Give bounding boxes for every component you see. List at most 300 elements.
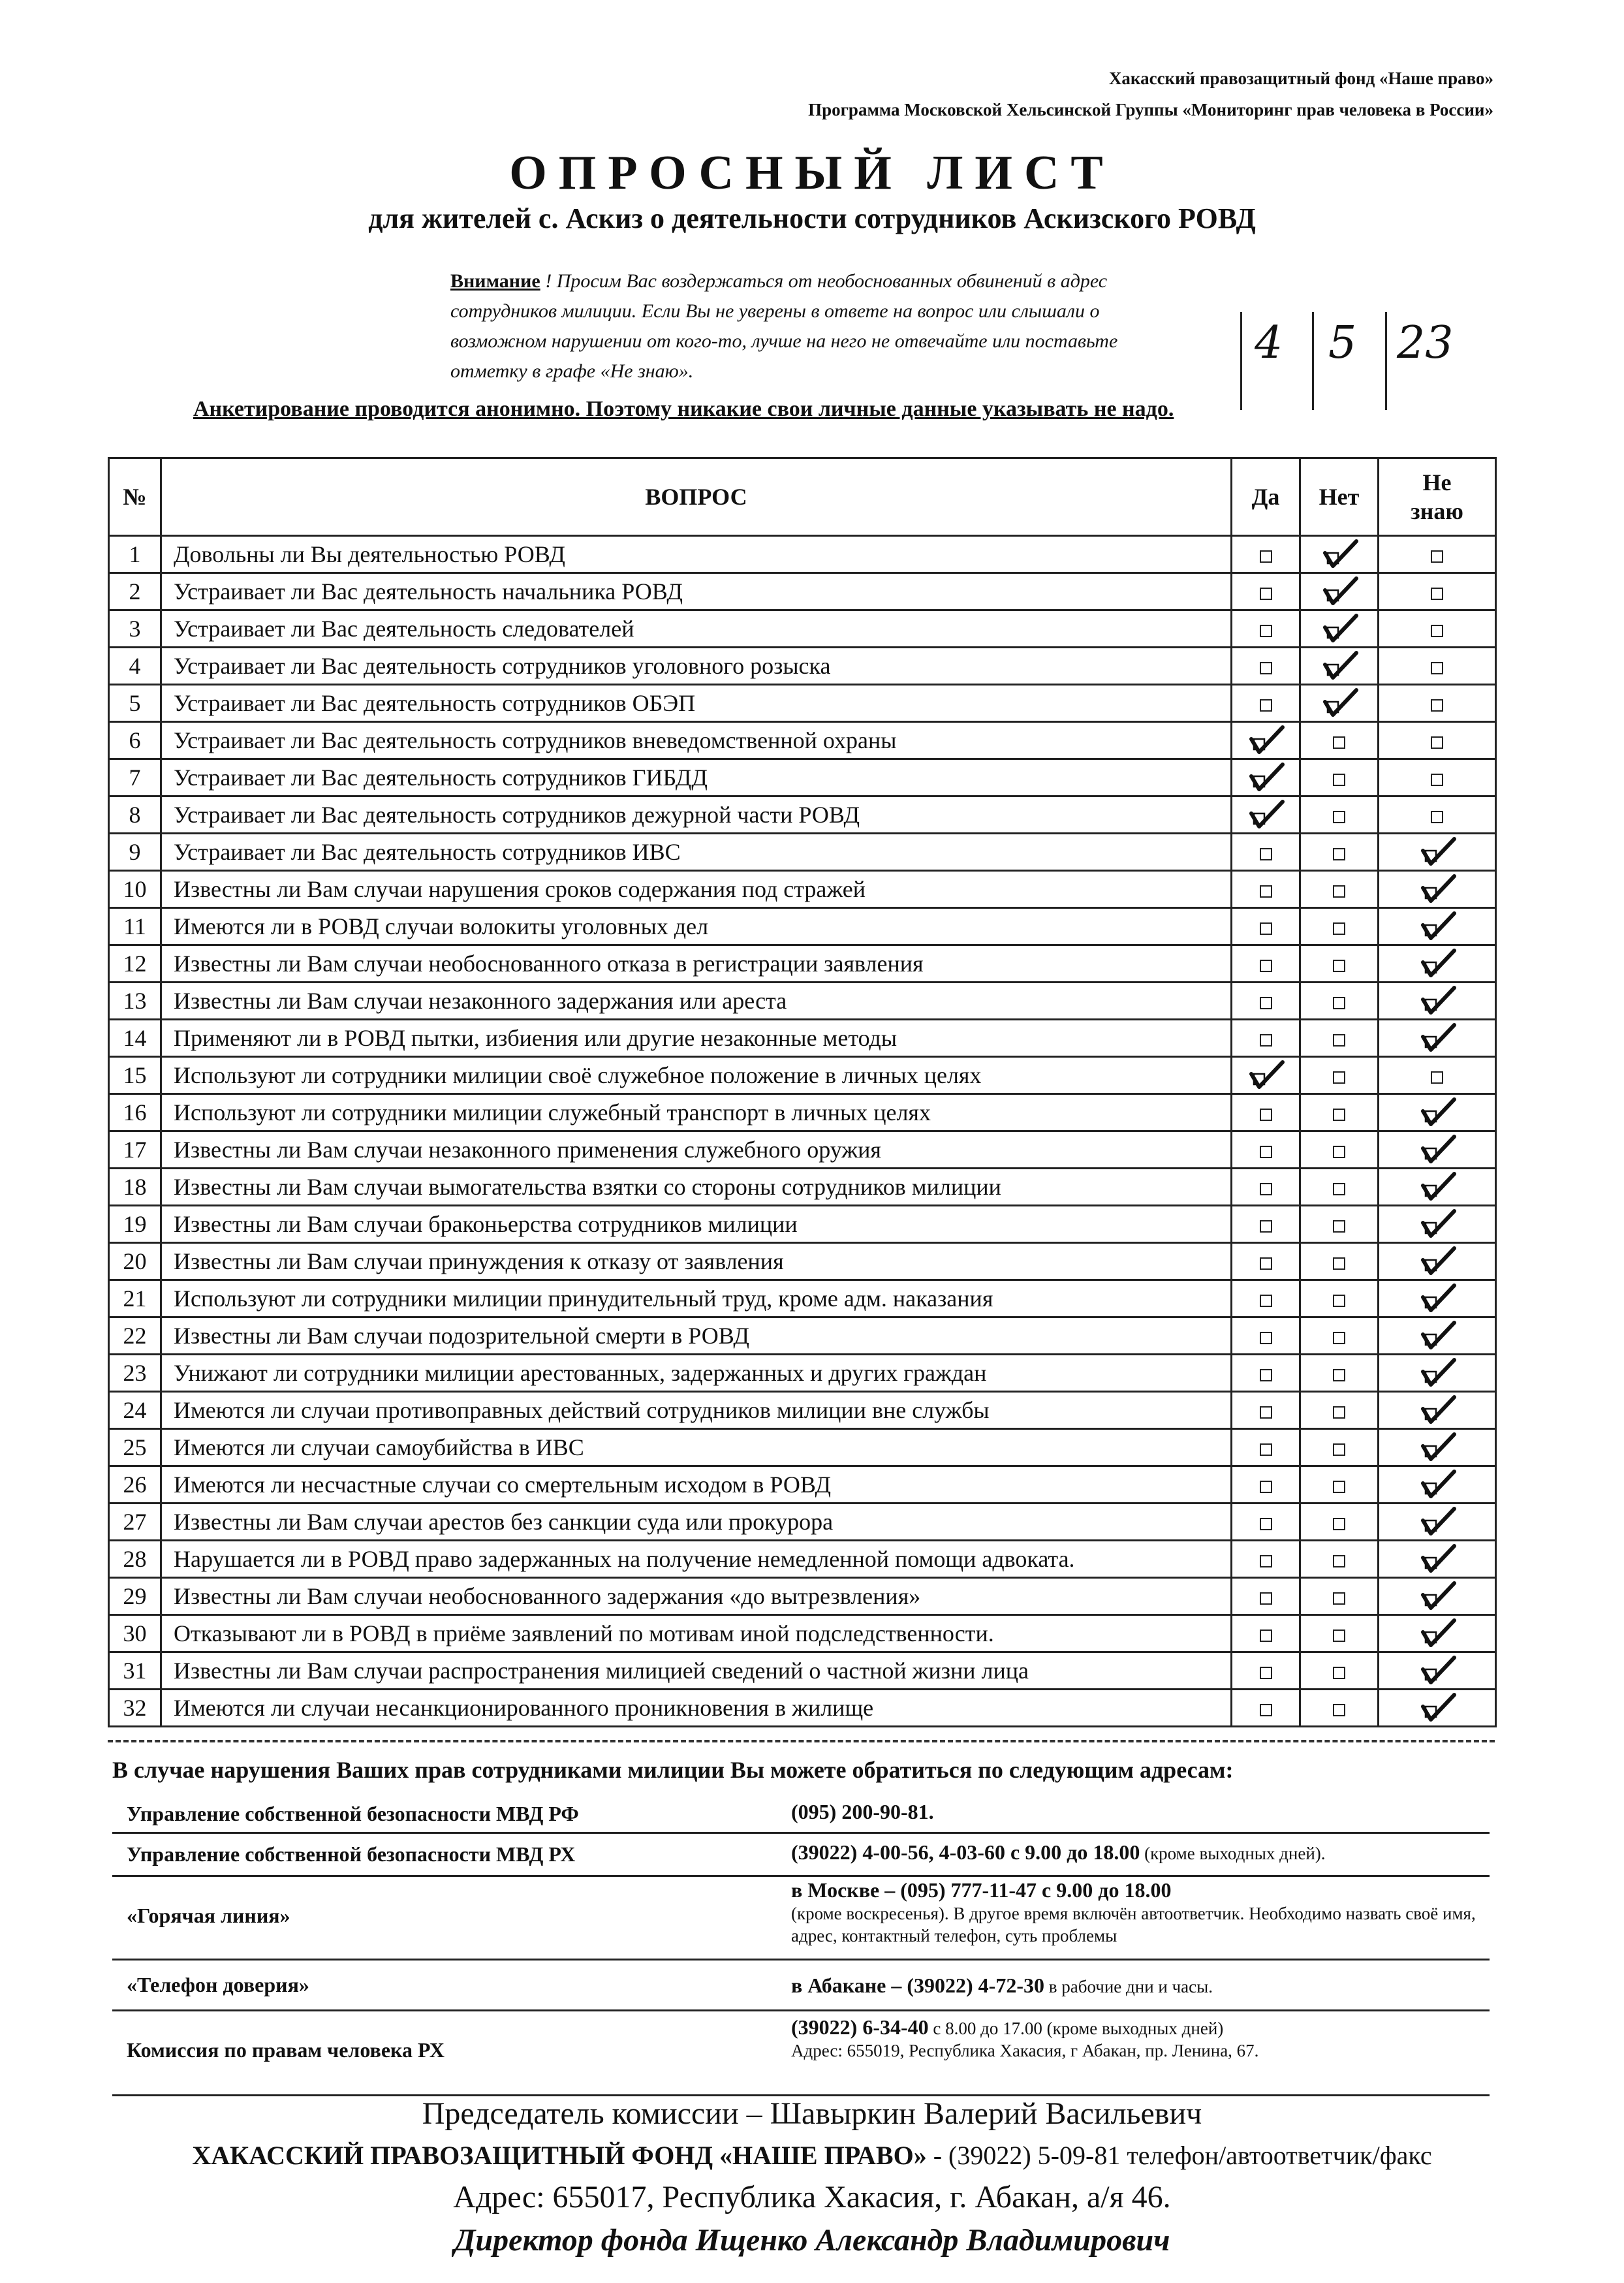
checkbox-icon[interactable] [1333, 1630, 1345, 1642]
table-row [109, 1206, 1496, 1243]
header-no: Нет [1300, 458, 1379, 536]
column-separator [1240, 312, 1242, 410]
checkmark-icon[interactable] [1245, 800, 1287, 826]
answer-yes-cell[interactable] [1232, 1280, 1300, 1317]
answer-no-cell[interactable] [1300, 1690, 1379, 1727]
checkbox-icon[interactable] [1333, 1257, 1345, 1270]
answer-no-cell[interactable] [1300, 685, 1379, 722]
checkmark-icon[interactable] [1245, 1060, 1287, 1086]
row-number: 8 [109, 796, 161, 834]
document-subtitle: для жителей с. Аскиз о деятельности сотрудников Аскизского РОВД [368, 202, 1256, 234]
row-number: 21 [109, 1280, 161, 1317]
answer-yes-cell[interactable] [1232, 1057, 1300, 1094]
answer-unknown-cell[interactable] [1379, 722, 1496, 759]
contact-phone: в Абакане – (39022) 4-72-30 [791, 1974, 1044, 1997]
checkbox-icon[interactable] [1333, 848, 1345, 860]
checkbox-icon[interactable] [1333, 1295, 1345, 1307]
row-number: 3 [109, 610, 161, 648]
answer-yes-cell[interactable] [1232, 945, 1300, 983]
answer-yes-cell[interactable] [1232, 1243, 1300, 1280]
checkbox-icon[interactable] [1260, 1630, 1272, 1642]
answer-yes-cell[interactable] [1232, 871, 1300, 908]
table-row [109, 573, 1496, 610]
answer-yes-cell[interactable] [1232, 648, 1300, 685]
contact-info [791, 1841, 1326, 1865]
answer-yes-cell[interactable] [1232, 834, 1300, 871]
answer-yes-cell[interactable] [1232, 1355, 1300, 1392]
checkbox-icon[interactable] [1260, 1704, 1272, 1716]
answer-unknown-cell[interactable] [1379, 1504, 1496, 1541]
answer-unknown-cell[interactable] [1379, 1094, 1496, 1131]
answer-no-cell[interactable] [1300, 1429, 1379, 1466]
contact-name: Комиссия по правам человека РХ [127, 2038, 445, 2062]
answer-no-cell[interactable] [1300, 834, 1379, 871]
row-number: 10 [109, 871, 161, 908]
contact-info [791, 1879, 1483, 1947]
table-row [109, 1243, 1496, 1280]
contact-note: (кроме выходных дней). [1140, 1844, 1326, 1863]
answer-unknown-cell[interactable] [1379, 1317, 1496, 1355]
answer-unknown-cell[interactable] [1379, 1541, 1496, 1578]
answer-yes-cell[interactable] [1232, 796, 1300, 834]
checkbox-icon[interactable] [1333, 811, 1345, 823]
answer-unknown-cell[interactable] [1379, 759, 1496, 796]
row-question: Устраивает ли Вас деятельность сотрудников ИВС [161, 834, 1232, 871]
row-question: Известны ли Вам случаи вымогательства взятки со стороны сотрудников милиции [161, 1169, 1232, 1206]
row-number: 6 [109, 722, 161, 759]
contact-name: «Горячая линия» [127, 1904, 290, 1927]
contact-phone: (39022) 4-00-56, 4-03-60 с 9.00 до 18.00 [791, 1840, 1140, 1864]
answer-no-cell[interactable] [1300, 1466, 1379, 1504]
answer-no-cell[interactable] [1300, 1206, 1379, 1243]
checkmark-icon[interactable] [1416, 1172, 1458, 1198]
checkbox-icon[interactable] [1431, 1071, 1443, 1084]
checkmark-icon[interactable] [1416, 1358, 1458, 1384]
row-number: 22 [109, 1317, 161, 1355]
answer-unknown-cell[interactable] [1379, 610, 1496, 648]
row-question: Устраивает ли Вас деятельность следователей [161, 610, 1232, 648]
handwritten-number: 23 [1397, 317, 1454, 369]
column-separator [1385, 312, 1387, 410]
answer-yes-cell[interactable] [1232, 1466, 1300, 1504]
checkmark-icon[interactable] [1416, 837, 1458, 863]
answer-yes-cell[interactable] [1232, 573, 1300, 610]
answer-yes-cell[interactable] [1232, 722, 1300, 759]
fund-line [0, 2140, 1624, 2171]
answer-yes-cell[interactable] [1232, 1690, 1300, 1727]
table-row [109, 722, 1496, 759]
checkbox-icon[interactable] [1333, 1443, 1345, 1456]
checkbox-icon[interactable] [1260, 1667, 1272, 1679]
answer-no-cell[interactable] [1300, 796, 1379, 834]
contact-name: Управление собственной безопасности МВД РХ [127, 1842, 576, 1866]
checkbox-icon[interactable] [1333, 922, 1345, 935]
answer-yes-cell[interactable] [1232, 1169, 1300, 1206]
answer-no-cell[interactable] [1300, 573, 1379, 610]
checkmark-icon[interactable] [1416, 1321, 1458, 1347]
answer-yes-cell[interactable] [1232, 1131, 1300, 1169]
answer-no-cell[interactable] [1300, 1615, 1379, 1652]
row-number: 19 [109, 1206, 161, 1243]
table-row [109, 1131, 1496, 1169]
answer-no-cell[interactable] [1300, 722, 1379, 759]
checkbox-icon[interactable] [1333, 1592, 1345, 1605]
checkmark-icon[interactable] [1416, 1135, 1458, 1161]
checkbox-icon[interactable] [1431, 736, 1443, 749]
row-question: Нарушается ли в РОВД право задержанных на получение немедленной помощи адвоката. [161, 1541, 1232, 1578]
table-row [109, 1020, 1496, 1057]
handwritten-numbers [1240, 312, 1501, 410]
checkbox-icon[interactable] [1431, 662, 1443, 674]
checkbox-icon[interactable] [1333, 997, 1345, 1009]
answer-unknown-cell[interactable] [1379, 1690, 1496, 1727]
row-number: 4 [109, 648, 161, 685]
answer-no-cell[interactable] [1300, 1317, 1379, 1355]
checkbox-icon[interactable] [1333, 1146, 1345, 1158]
row-number: 14 [109, 1020, 161, 1057]
row-question: Устраивает ли Вас деятельность сотрудников ОБЭП [161, 685, 1232, 722]
table-row [109, 945, 1496, 983]
checkbox-icon[interactable] [1333, 960, 1345, 972]
answer-unknown-cell[interactable] [1379, 1429, 1496, 1466]
checkbox-icon[interactable] [1333, 1034, 1345, 1047]
answer-yes-cell[interactable] [1232, 1652, 1300, 1690]
checkbox-icon[interactable] [1431, 588, 1443, 600]
row-question: Устраивает ли Вас деятельность начальника РОВД [161, 573, 1232, 610]
row-number: 9 [109, 834, 161, 871]
checkmark-icon[interactable] [1416, 1656, 1458, 1682]
checkbox-icon[interactable] [1260, 662, 1272, 674]
contact-phone: (095) 200-90-81. [791, 1800, 934, 1823]
row-question: Устраивает ли Вас деятельность сотрудников уголовного розыска [161, 648, 1232, 685]
contact-row [112, 1794, 1490, 1834]
checkbox-icon[interactable] [1260, 1034, 1272, 1047]
contact-name: «Телефон доверия» [127, 1973, 309, 1996]
answer-unknown-cell[interactable] [1379, 871, 1496, 908]
checkbox-icon[interactable] [1333, 1518, 1345, 1530]
answer-yes-cell[interactable] [1232, 1504, 1300, 1541]
answer-unknown-cell[interactable] [1379, 945, 1496, 983]
table-row [109, 871, 1496, 908]
checkbox-icon[interactable] [1333, 1183, 1345, 1195]
row-number: 32 [109, 1690, 161, 1727]
row-question: Известны ли Вам случаи браконьерства сотрудников милиции [161, 1206, 1232, 1243]
table-row [109, 908, 1496, 945]
table-row [109, 1094, 1496, 1131]
checkmark-icon[interactable] [1416, 1023, 1458, 1049]
contact-note: с 8.00 до 17.00 (кроме выходных дней) [928, 2019, 1224, 2038]
checkmark-icon[interactable] [1319, 688, 1360, 714]
row-question: Известны ли Вам случаи подозрительной смерти в РОВД [161, 1317, 1232, 1355]
contact-phone: (39022) 6-34-40 [791, 2015, 929, 2039]
row-question: Известны ли Вам случаи необоснованного отказа в регистрации заявления [161, 945, 1232, 983]
checkmark-icon[interactable] [1319, 651, 1360, 677]
answer-no-cell[interactable] [1300, 983, 1379, 1020]
checkbox-icon[interactable] [1260, 1220, 1272, 1233]
contact-info [791, 1801, 934, 1824]
row-number: 26 [109, 1466, 161, 1504]
answer-unknown-cell[interactable] [1379, 1020, 1496, 1057]
notice-label: Внимание [450, 270, 540, 292]
answer-yes-cell[interactable] [1232, 1020, 1300, 1057]
row-question: Известны ли Вам случаи нарушения сроков содержания под стражей [161, 871, 1232, 908]
answer-unknown-cell[interactable] [1379, 908, 1496, 945]
answer-no-cell[interactable] [1300, 1169, 1379, 1206]
row-number: 31 [109, 1652, 161, 1690]
checkbox-icon[interactable] [1431, 774, 1443, 786]
row-question: Имеются ли случаи противоправных действий сотрудников милиции вне службы [161, 1392, 1232, 1429]
answer-unknown-cell[interactable] [1379, 1206, 1496, 1243]
row-number: 20 [109, 1243, 161, 1280]
table-row [109, 536, 1496, 573]
table-row [109, 759, 1496, 796]
answer-yes-cell[interactable] [1232, 1615, 1300, 1652]
answer-no-cell[interactable] [1300, 610, 1379, 648]
answer-no-cell[interactable] [1300, 648, 1379, 685]
checkbox-icon[interactable] [1260, 922, 1272, 935]
checkbox-icon[interactable] [1431, 811, 1443, 823]
answer-yes-cell[interactable] [1232, 610, 1300, 648]
fund-name: ХАКАССКИЙ ПРАВОЗАЩИТНЫЙ ФОНД «НАШЕ ПРАВО» [192, 2141, 927, 2170]
checkmark-icon[interactable] [1416, 874, 1458, 900]
answer-unknown-cell[interactable] [1379, 1057, 1496, 1094]
checkbox-icon[interactable] [1333, 1109, 1345, 1121]
header-unknown-line1: Не [1422, 469, 1452, 496]
answer-unknown-cell[interactable] [1379, 1652, 1496, 1690]
checkbox-icon[interactable] [1260, 699, 1272, 712]
checkmark-icon[interactable] [1416, 1395, 1458, 1421]
checkbox-icon[interactable] [1431, 625, 1443, 637]
answer-unknown-cell[interactable] [1379, 648, 1496, 685]
checkbox-icon[interactable] [1333, 1332, 1345, 1344]
checkbox-icon[interactable] [1260, 1406, 1272, 1419]
checkbox-icon[interactable] [1333, 736, 1345, 749]
answer-no-cell[interactable] [1300, 1652, 1379, 1690]
answer-unknown-cell[interactable] [1379, 1615, 1496, 1652]
survey-body [109, 536, 1496, 1727]
answer-no-cell[interactable] [1300, 871, 1379, 908]
anonymity-note: Анкетирование проводится анонимно. Поэтому никакие свои личные данные указывать не надо. [193, 397, 1174, 421]
answer-yes-cell[interactable] [1232, 1206, 1300, 1243]
answer-unknown-cell[interactable] [1379, 1243, 1496, 1280]
answer-yes-cell[interactable] [1232, 1094, 1300, 1131]
answer-yes-cell[interactable] [1232, 1541, 1300, 1578]
contact-note: (кроме воскресенья). В другое время включён автоответчик. Необходимо назвать своё имя, адрес, контактный телефон, суть проблемы [791, 1904, 1476, 1945]
checkbox-icon[interactable] [1333, 1406, 1345, 1419]
header-num: № [109, 458, 161, 536]
header-yes: Да [1232, 458, 1300, 536]
row-number: 23 [109, 1355, 161, 1392]
answer-yes-cell[interactable] [1232, 1317, 1300, 1355]
checkbox-icon[interactable] [1431, 550, 1443, 563]
table-row [109, 796, 1496, 834]
dashed-divider [108, 1740, 1495, 1742]
answer-no-cell[interactable] [1300, 1280, 1379, 1317]
header-question: ВОПРОС [161, 458, 1232, 536]
answer-no-cell[interactable] [1300, 1131, 1379, 1169]
checkbox-icon[interactable] [1333, 1667, 1345, 1679]
checkmark-icon[interactable] [1416, 1470, 1458, 1496]
checkbox-icon[interactable] [1260, 848, 1272, 860]
row-number: 18 [109, 1169, 161, 1206]
answer-unknown-cell[interactable] [1379, 1131, 1496, 1169]
checkbox-icon[interactable] [1260, 550, 1272, 563]
table-row [109, 1169, 1496, 1206]
checkmark-icon[interactable] [1245, 725, 1287, 751]
answer-no-cell[interactable] [1300, 759, 1379, 796]
answer-unknown-cell[interactable] [1379, 1466, 1496, 1504]
notice-body: ! Просим Вас воздержаться от необоснованных обвинений в адрес сотрудников милиции. Если Вы не уверены в ответе на вопрос или слышали о возможном нарушении от кого-то, лучше на него не отвечайте или поставьте отметку в графе «Не знаю». [450, 270, 1118, 382]
answer-unknown-cell[interactable] [1379, 1578, 1496, 1615]
table-row [109, 1057, 1496, 1094]
checkbox-icon[interactable] [1260, 1369, 1272, 1381]
checkbox-icon[interactable] [1333, 1481, 1345, 1493]
answer-unknown-cell[interactable] [1379, 1280, 1496, 1317]
checkbox-icon[interactable] [1260, 1481, 1272, 1493]
checkbox-icon[interactable] [1260, 960, 1272, 972]
checkmark-icon[interactable] [1319, 576, 1360, 603]
table-row [109, 1690, 1496, 1727]
checkmark-icon[interactable] [1416, 1097, 1458, 1124]
answer-yes-cell[interactable] [1232, 685, 1300, 722]
row-question: Используют ли сотрудники милиции принудительный труд, кроме адм. наказания [161, 1280, 1232, 1317]
row-question: Известны ли Вам случаи незаконного задержания или ареста [161, 983, 1232, 1020]
answer-yes-cell[interactable] [1232, 908, 1300, 945]
chairman-line: Председатель комиссии – Шавыркин Валерий Васильевич [422, 2096, 1202, 2131]
checkbox-icon[interactable] [1431, 699, 1443, 712]
checkbox-icon[interactable] [1260, 1592, 1272, 1605]
contact-info [791, 2016, 1300, 2062]
organization-header [808, 63, 1493, 125]
answer-no-cell[interactable] [1300, 1243, 1379, 1280]
table-row [109, 1504, 1496, 1541]
answer-unknown-cell[interactable] [1379, 573, 1496, 610]
row-question: Устраивает ли Вас деятельность сотрудников дежурной части РОВД [161, 796, 1232, 834]
checkmark-icon[interactable] [1416, 1507, 1458, 1533]
checkmark-icon[interactable] [1416, 1544, 1458, 1570]
survey-table [108, 457, 1497, 1727]
row-number: 13 [109, 983, 161, 1020]
checkbox-icon[interactable] [1333, 1071, 1345, 1084]
answer-yes-cell[interactable] [1232, 536, 1300, 573]
row-question: Имеются ли случаи несанкционированного проникновения в жилище [161, 1690, 1232, 1727]
table-row [109, 648, 1496, 685]
checkbox-icon[interactable] [1260, 997, 1272, 1009]
answer-unknown-cell[interactable] [1379, 1169, 1496, 1206]
answer-yes-cell[interactable] [1232, 1392, 1300, 1429]
checkmark-icon[interactable] [1416, 986, 1458, 1012]
answer-no-cell[interactable] [1300, 536, 1379, 573]
row-question: Имеются ли несчастные случаи со смертельным исходом в РОВД [161, 1466, 1232, 1504]
checkmark-icon[interactable] [1319, 539, 1360, 565]
checkbox-icon[interactable] [1260, 1109, 1272, 1121]
answer-unknown-cell[interactable] [1379, 1355, 1496, 1392]
table-row [109, 1392, 1496, 1429]
org-name: Хакасский правозащитный фонд «Наше право» [1108, 69, 1493, 88]
row-question: Используют ли сотрудники милиции служебный транспорт в личных целях [161, 1094, 1232, 1131]
checkbox-icon[interactable] [1260, 885, 1272, 898]
director-line: Директор фонда Ищенко Александр Владимирович [454, 2223, 1170, 2258]
answer-no-cell[interactable] [1300, 1094, 1379, 1131]
answer-unknown-cell[interactable] [1379, 1392, 1496, 1429]
answer-no-cell[interactable] [1300, 1355, 1379, 1392]
checkbox-icon[interactable] [1260, 1146, 1272, 1158]
checkbox-icon[interactable] [1260, 1183, 1272, 1195]
checkmark-icon[interactable] [1416, 1246, 1458, 1272]
checkbox-icon[interactable] [1260, 1332, 1272, 1344]
answer-no-cell[interactable] [1300, 945, 1379, 983]
checkmark-icon[interactable] [1319, 614, 1360, 640]
checkbox-icon[interactable] [1333, 885, 1345, 898]
checkmark-icon[interactable] [1416, 1432, 1458, 1458]
row-number: 16 [109, 1094, 161, 1131]
checkbox-icon[interactable] [1333, 1369, 1345, 1381]
checkmark-icon[interactable] [1416, 1209, 1458, 1235]
checkbox-icon[interactable] [1260, 1518, 1272, 1530]
checkbox-icon[interactable] [1260, 1555, 1272, 1567]
answer-unknown-cell[interactable] [1379, 796, 1496, 834]
checkmark-icon[interactable] [1416, 1618, 1458, 1645]
answer-unknown-cell[interactable] [1379, 983, 1496, 1020]
answer-no-cell[interactable] [1300, 1541, 1379, 1578]
table-row [109, 983, 1496, 1020]
row-question: Устраивает ли Вас деятельность сотрудников вневедомственной охраны [161, 722, 1232, 759]
checkbox-icon[interactable] [1333, 1220, 1345, 1233]
answer-yes-cell[interactable] [1232, 1578, 1300, 1615]
answer-no-cell[interactable] [1300, 908, 1379, 945]
checkmark-icon[interactable] [1416, 1693, 1458, 1719]
answer-yes-cell[interactable] [1232, 1429, 1300, 1466]
answer-unknown-cell[interactable] [1379, 834, 1496, 871]
checkbox-icon[interactable] [1260, 1443, 1272, 1456]
checkmark-icon[interactable] [1416, 949, 1458, 975]
table-row [109, 1578, 1496, 1615]
row-question: Имеются ли случаи самоубийства в ИВС [161, 1429, 1232, 1466]
header-unknown [1379, 458, 1496, 536]
checkbox-icon[interactable] [1260, 625, 1272, 637]
notice-text [450, 266, 1188, 386]
checkbox-icon[interactable] [1260, 588, 1272, 600]
checkmark-icon[interactable] [1416, 1581, 1458, 1607]
contact-row [112, 1875, 1490, 1960]
answer-no-cell[interactable] [1300, 1057, 1379, 1094]
row-number: 1 [109, 536, 161, 573]
checkbox-icon[interactable] [1333, 1704, 1345, 1716]
contact-address: Адрес: 655019, Республика Хакасия, г Абакан, пр. Ленина, 67. [791, 2041, 1259, 2060]
checkmark-icon[interactable] [1416, 911, 1458, 937]
checkmark-icon[interactable] [1245, 763, 1287, 789]
row-question: Применяют ли в РОВД пытки, избиения или другие незаконные методы [161, 1020, 1232, 1057]
answer-no-cell[interactable] [1300, 1020, 1379, 1057]
checkbox-icon[interactable] [1260, 1295, 1272, 1307]
checkbox-icon[interactable] [1333, 774, 1345, 786]
checkmark-icon[interactable] [1416, 1283, 1458, 1310]
checkbox-icon[interactable] [1333, 1555, 1345, 1567]
answer-yes-cell[interactable] [1232, 983, 1300, 1020]
row-number: 15 [109, 1057, 161, 1094]
answer-no-cell[interactable] [1300, 1504, 1379, 1541]
checkbox-icon[interactable] [1260, 1257, 1272, 1270]
row-number: 28 [109, 1541, 161, 1578]
row-number: 29 [109, 1578, 161, 1615]
answer-unknown-cell[interactable] [1379, 536, 1496, 573]
answer-no-cell[interactable] [1300, 1392, 1379, 1429]
contacts-title: В случае нарушения Ваших прав сотрудниками милиции Вы можете обратиться по следующим адресам: [112, 1757, 1234, 1783]
table-row [109, 610, 1496, 648]
answer-unknown-cell[interactable] [1379, 685, 1496, 722]
answer-yes-cell[interactable] [1232, 759, 1300, 796]
answer-no-cell[interactable] [1300, 1578, 1379, 1615]
